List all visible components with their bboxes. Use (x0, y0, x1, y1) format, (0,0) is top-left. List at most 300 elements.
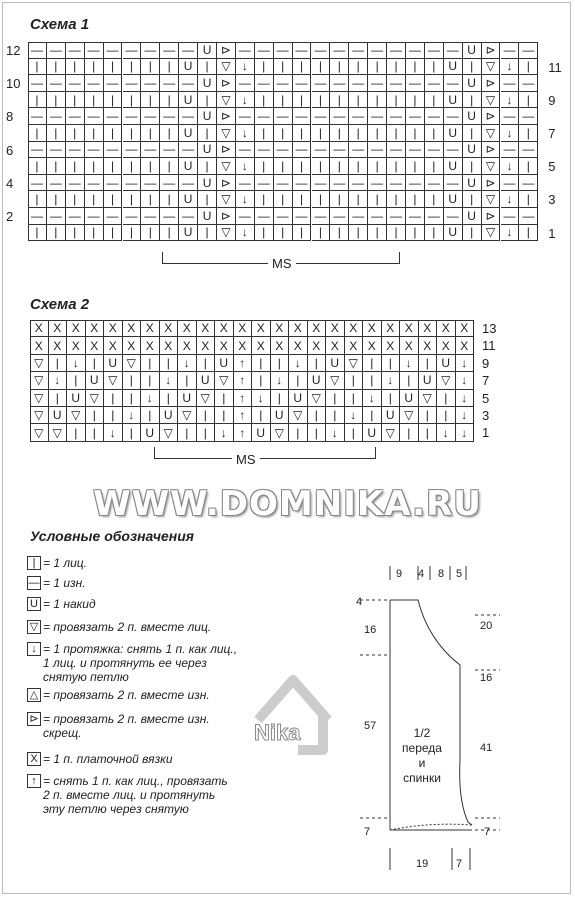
chart-cell: — (85, 108, 104, 125)
chart-cell: | (160, 125, 179, 142)
chart-cell: | (387, 125, 406, 142)
chart-cell: | (330, 225, 349, 242)
chart-cell: ↓ (501, 125, 520, 142)
chart-cell: — (66, 108, 85, 125)
chart-cell: X (141, 320, 160, 337)
legend-text: = 1 лиц. (43, 556, 87, 570)
chart-cell: | (160, 390, 179, 407)
chart-cell: | (406, 92, 425, 109)
chart-cell: | (255, 158, 274, 175)
pattern-sketch (350, 560, 560, 880)
ms-label: MS (232, 452, 260, 467)
chart-cell: | (66, 92, 85, 109)
chart-cell: | (274, 92, 293, 109)
chart-cell: — (274, 142, 293, 159)
chart-cell: — (444, 42, 463, 59)
chart-cell: — (368, 208, 387, 225)
chart-cell: ▽ (382, 424, 401, 441)
chart-cell: — (47, 42, 66, 59)
chart-cell: U (382, 407, 401, 424)
chart-cell: | (85, 225, 104, 242)
chart-cell: ↓ (456, 355, 475, 372)
legend-item (27, 620, 211, 634)
chart-cell: — (28, 175, 47, 192)
chart-cell: ↓ (456, 372, 475, 389)
chart-cell: — (141, 142, 160, 159)
chart-cell: — (293, 208, 312, 225)
chart-cell: | (123, 158, 142, 175)
chart-cell: — (501, 142, 520, 159)
chart-cell: X (215, 337, 234, 354)
chart-cell: X (308, 337, 327, 354)
chart-cell: X (67, 337, 86, 354)
chart-cell: X (67, 320, 86, 337)
chart-cell: | (293, 92, 312, 109)
chart-cell: | (104, 407, 123, 424)
chart-cell: | (463, 92, 482, 109)
legend-text: = провязать 2 п. вместе изн. (43, 688, 210, 702)
chart-cell: | (382, 390, 401, 407)
chart-cell: | (326, 407, 345, 424)
chart-cell: ↓ (236, 92, 255, 109)
chart-cell: — (406, 142, 425, 159)
chart-cell: — (274, 42, 293, 59)
chart-cell: U (215, 355, 234, 372)
chart-cell: | (66, 158, 85, 175)
row-label-right: 13 (482, 321, 497, 336)
chart-cell: ↓ (236, 191, 255, 208)
chart-cell: | (198, 125, 217, 142)
legend-text: = 1 изн. (43, 576, 86, 590)
row-label-right: 9 (548, 92, 556, 108)
chart-cell: U (179, 158, 198, 175)
chart-cell: ▽ (49, 424, 68, 441)
measure-left: 57 (364, 720, 377, 732)
chart-cell: — (28, 142, 47, 159)
chart-cell: ▽ (30, 407, 49, 424)
legend-item (27, 774, 228, 816)
chart-cell: — (85, 42, 104, 59)
chart-cell: | (215, 390, 234, 407)
chart-cell: — (349, 208, 368, 225)
legend-symbol-icon: ⊳ (27, 712, 41, 726)
chart-cell: — (123, 208, 142, 225)
chart-cell: X (160, 337, 179, 354)
chart-cell: ↓ (271, 372, 290, 389)
chart-cell: ▽ (217, 59, 236, 76)
chart-cell: | (425, 225, 444, 242)
chart-cell: ↓ (326, 424, 345, 441)
chart-cell: — (368, 175, 387, 192)
chart-cell: | (400, 424, 419, 441)
chart-cell: — (104, 75, 123, 92)
chart-cell: U (179, 92, 198, 109)
chart-cell: | (425, 125, 444, 142)
chart-cell: | (141, 191, 160, 208)
chart-cell: ⊳ (217, 208, 236, 225)
chart-cell: | (368, 191, 387, 208)
chart-cell: | (141, 225, 160, 242)
chart-cell: | (274, 158, 293, 175)
chart-cell: — (312, 75, 331, 92)
chart-cell: | (330, 92, 349, 109)
chart-cell: — (368, 142, 387, 159)
chart-cell: — (66, 208, 85, 225)
chart-cell: — (406, 208, 425, 225)
chart-cell: | (197, 424, 216, 441)
row-label-right: 11 (482, 338, 496, 354)
chart-cell: — (519, 108, 538, 125)
chart-cell: U (463, 142, 482, 159)
chart-cell: | (104, 225, 123, 242)
chart-cell: ↓ (345, 407, 364, 424)
chart-cell: ▽ (30, 355, 49, 372)
legend-symbol-icon: X (27, 752, 41, 766)
chart-cell: | (308, 424, 327, 441)
chart-cell: — (387, 108, 406, 125)
chart-cell: | (349, 225, 368, 242)
chart-cell: | (28, 59, 47, 76)
chart-cell: — (425, 175, 444, 192)
row-label-left: 6 (6, 142, 14, 158)
chart-cell: | (463, 191, 482, 208)
chart-cell: X (345, 320, 364, 337)
chart-cell: | (274, 125, 293, 142)
measure-top: 8 (438, 568, 445, 580)
chart-cell: — (85, 175, 104, 192)
chart-cell: | (66, 191, 85, 208)
chart-cell: ▽ (30, 424, 49, 441)
chart-cell: — (141, 208, 160, 225)
chart-cell: — (387, 175, 406, 192)
chart-cell: | (519, 191, 538, 208)
chart-cell: X (326, 320, 345, 337)
chart-cell: — (444, 208, 463, 225)
chart-cell: U (198, 208, 217, 225)
chart-cell: U (160, 407, 179, 424)
chart-cell: | (28, 125, 47, 142)
chart-cell: | (178, 424, 197, 441)
chart-cell: | (85, 158, 104, 175)
chart-cell: | (104, 92, 123, 109)
chart-cell: | (141, 158, 160, 175)
legend-text: = 1 протяжка: снять 1 п. как лиц., 1 лиц. и протянуть ее через снятую петлю (43, 642, 238, 684)
chart-cell: | (382, 355, 401, 372)
chart-cell: — (312, 108, 331, 125)
chart-cell: U (419, 372, 438, 389)
chart-cell: | (363, 355, 382, 372)
measure-left: 7 (364, 826, 371, 838)
chart-cell: — (255, 108, 274, 125)
chart-cell: ▽ (482, 225, 501, 242)
legend-text: = 1 п. платочной вязки (43, 752, 173, 766)
chart-cell: X (326, 337, 345, 354)
chart-cell: | (419, 355, 438, 372)
chart-cell: U (197, 372, 216, 389)
chart-cell: ↓ (49, 372, 68, 389)
legend-item (27, 642, 237, 684)
chart-cell: U (463, 208, 482, 225)
chart-cell: | (387, 92, 406, 109)
chart-cell: | (271, 390, 290, 407)
chart-cell: U (179, 125, 198, 142)
chart-cell: — (236, 108, 255, 125)
legend-text: = провязать 2 п. вместе лиц. (43, 620, 212, 634)
chart-cell: — (85, 208, 104, 225)
chart-cell: | (330, 191, 349, 208)
legend-text: = провязать 2 п. вместе изн. скрещ. (43, 712, 210, 740)
chart-cell: | (419, 424, 438, 441)
chart-cell: — (501, 175, 520, 192)
chart-cell: — (330, 108, 349, 125)
legend-symbol-icon: | (27, 556, 41, 570)
chart-cell: — (444, 142, 463, 159)
chart-cell: — (349, 142, 368, 159)
chart-cell: | (28, 191, 47, 208)
chart-cell: | (425, 158, 444, 175)
chart-cell: X (308, 320, 327, 337)
chart-cell: — (160, 75, 179, 92)
chart-cell: | (252, 407, 271, 424)
chart-cell: — (274, 75, 293, 92)
chart-cell: | (198, 158, 217, 175)
chart-cell: ↑ (234, 424, 253, 441)
chart-cell: | (255, 225, 274, 242)
chart-cell: — (444, 108, 463, 125)
chart-cell: U (178, 390, 197, 407)
chart-cell: — (501, 108, 520, 125)
chart-cell: — (255, 175, 274, 192)
chart-cell: U (444, 125, 463, 142)
chart-cell: X (178, 337, 197, 354)
chart-cell: X (49, 320, 68, 337)
chart-cell: | (104, 59, 123, 76)
chart-cell: | (293, 158, 312, 175)
chart-cell: | (47, 191, 66, 208)
chart-cell: | (349, 59, 368, 76)
chart-cell: — (255, 42, 274, 59)
chart-cell: ↓ (252, 390, 271, 407)
chart-cell: — (28, 108, 47, 125)
chart-cell: ⊳ (482, 142, 501, 159)
row-label-right: 11 (548, 59, 562, 75)
chart-cell: | (160, 355, 179, 372)
chart-cell: | (28, 225, 47, 242)
chart-cell: U (198, 108, 217, 125)
chart-cell: | (387, 59, 406, 76)
chart-cell: | (326, 390, 345, 407)
chart-cell: U (67, 390, 86, 407)
chart-cell: X (363, 320, 382, 337)
measure-bottom: 19 (416, 858, 429, 870)
chart-cell: | (368, 225, 387, 242)
chart-cell: | (47, 158, 66, 175)
chart-cell: ↓ (456, 390, 475, 407)
chart-cell: ⊳ (482, 75, 501, 92)
chart-cell: | (330, 158, 349, 175)
chart-cell: ▽ (123, 355, 142, 372)
chart-cell: | (197, 407, 216, 424)
chart-cell: — (501, 42, 520, 59)
chart-cell: — (85, 75, 104, 92)
chart-cell: | (104, 390, 123, 407)
chart-cell: | (85, 59, 104, 76)
chart-cell: X (456, 337, 475, 354)
chart-cell: | (406, 158, 425, 175)
chart-cell: ▽ (215, 372, 234, 389)
chart-cell: | (519, 59, 538, 76)
chart-cell: | (160, 191, 179, 208)
row-label-left: 12 (6, 43, 21, 58)
chart-cell: | (312, 191, 331, 208)
row-label-right: 5 (482, 390, 490, 406)
chart-cell: ↓ (456, 407, 475, 424)
chart-cell: ▽ (217, 92, 236, 109)
chart-cell: U (104, 355, 123, 372)
chart-cell: — (293, 75, 312, 92)
chart-cell: | (47, 59, 66, 76)
chart-cell: X (104, 320, 123, 337)
chart-cell: U (463, 42, 482, 59)
chart-cell: X (271, 320, 290, 337)
chart-cell: — (123, 75, 142, 92)
chart-cell: | (437, 390, 456, 407)
chart-cell: X (271, 337, 290, 354)
chart-cell: ⊳ (482, 108, 501, 125)
chart-cell: — (406, 175, 425, 192)
chart-cell: ↓ (363, 390, 382, 407)
chart-cell: — (425, 75, 444, 92)
chart-cell: U (400, 390, 419, 407)
row-label-right: 1 (548, 225, 556, 241)
nika-logo (238, 660, 348, 760)
chart-cell: ▽ (217, 225, 236, 242)
chart-cell: | (349, 191, 368, 208)
chart-cell: — (349, 75, 368, 92)
chart-cell: U (86, 372, 105, 389)
chart-cell: | (406, 191, 425, 208)
chart-cell: | (141, 59, 160, 76)
chart-cell: | (312, 158, 331, 175)
chart-cell: — (349, 42, 368, 59)
chart-cell: X (419, 320, 438, 337)
chart-cell: — (312, 142, 331, 159)
legend-symbol-icon: ↓ (27, 642, 41, 656)
chart-cell: | (141, 355, 160, 372)
chart-cell: — (104, 208, 123, 225)
chart-cell: | (293, 125, 312, 142)
chart-cell: | (252, 355, 271, 372)
chart-cell: U (271, 407, 290, 424)
chart-cell: X (363, 337, 382, 354)
chart-cell: — (160, 42, 179, 59)
chart-cell: U (49, 407, 68, 424)
chart-cell: | (519, 158, 538, 175)
chart-cell: ↓ (501, 59, 520, 76)
chart-cell: — (179, 42, 198, 59)
measure-left: 4 (356, 596, 363, 608)
chart-cell: | (308, 407, 327, 424)
chart-cell: ↓ (236, 158, 255, 175)
chart-cell: ↓ (160, 372, 179, 389)
chart-cell: ↑ (234, 390, 253, 407)
chart-cell: ⊳ (482, 208, 501, 225)
chart-cell: X (86, 337, 105, 354)
chart-cell: — (28, 208, 47, 225)
chart-cell: — (330, 142, 349, 159)
chart-cell: | (308, 355, 327, 372)
chart-cell: | (274, 191, 293, 208)
chart-cell: | (425, 59, 444, 76)
measure-left: 16 (364, 624, 377, 636)
chart-cell: X (215, 320, 234, 337)
chart-cell: | (47, 125, 66, 142)
row-label-right: 9 (482, 355, 490, 371)
chart-cell: | (141, 407, 160, 424)
legend-symbol-icon: △ (27, 688, 41, 702)
schema2-title: Схема 2 (30, 296, 90, 313)
chart-cell: X (252, 320, 271, 337)
chart-cell: — (123, 42, 142, 59)
chart-cell: ↓ (123, 407, 142, 424)
chart-cell: — (425, 42, 444, 59)
chart-cell: | (160, 225, 179, 242)
chart-cell: — (47, 142, 66, 159)
chart-cell: ↓ (501, 191, 520, 208)
chart-cell: | (368, 158, 387, 175)
chart-cell: | (85, 92, 104, 109)
row-label-right: 7 (482, 373, 490, 389)
chart-cell: X (197, 320, 216, 337)
legend-item (27, 752, 173, 766)
chart-cell: ▽ (482, 92, 501, 109)
chart-cell: ▽ (345, 355, 364, 372)
chart-cell: ↓ (289, 355, 308, 372)
schema1-title: Схема 1 (30, 16, 90, 33)
chart-cell: U (198, 42, 217, 59)
chart-cell: — (236, 142, 255, 159)
measure-top: 9 (396, 568, 403, 580)
ms-bracket (154, 447, 376, 459)
chart-cell: | (345, 424, 364, 441)
chart-cell: | (123, 424, 142, 441)
chart-cell: | (519, 225, 538, 242)
chart-cell: U (198, 75, 217, 92)
chart-cell: — (444, 75, 463, 92)
chart-cell: | (255, 191, 274, 208)
chart-cell: X (234, 337, 253, 354)
chart-cell: — (104, 108, 123, 125)
chart-cell: — (160, 142, 179, 159)
chart-cell: — (160, 208, 179, 225)
chart-cell: — (141, 108, 160, 125)
chart-cell: ▽ (482, 125, 501, 142)
legend-item (27, 556, 87, 570)
chart-cell: | (425, 92, 444, 109)
chart-cell: ▽ (217, 125, 236, 142)
chart-cell: — (66, 42, 85, 59)
row-label-left: 10 (6, 76, 21, 92)
chart-cell: — (66, 175, 85, 192)
chart-cell: ▽ (482, 158, 501, 175)
chart-cell: ▽ (326, 372, 345, 389)
chart-cell: U (444, 59, 463, 76)
row-label-right: 3 (482, 408, 490, 423)
chart-cell: X (123, 337, 142, 354)
legend-item (27, 597, 96, 611)
chart-cell: — (519, 142, 538, 159)
chart-cell: — (160, 175, 179, 192)
